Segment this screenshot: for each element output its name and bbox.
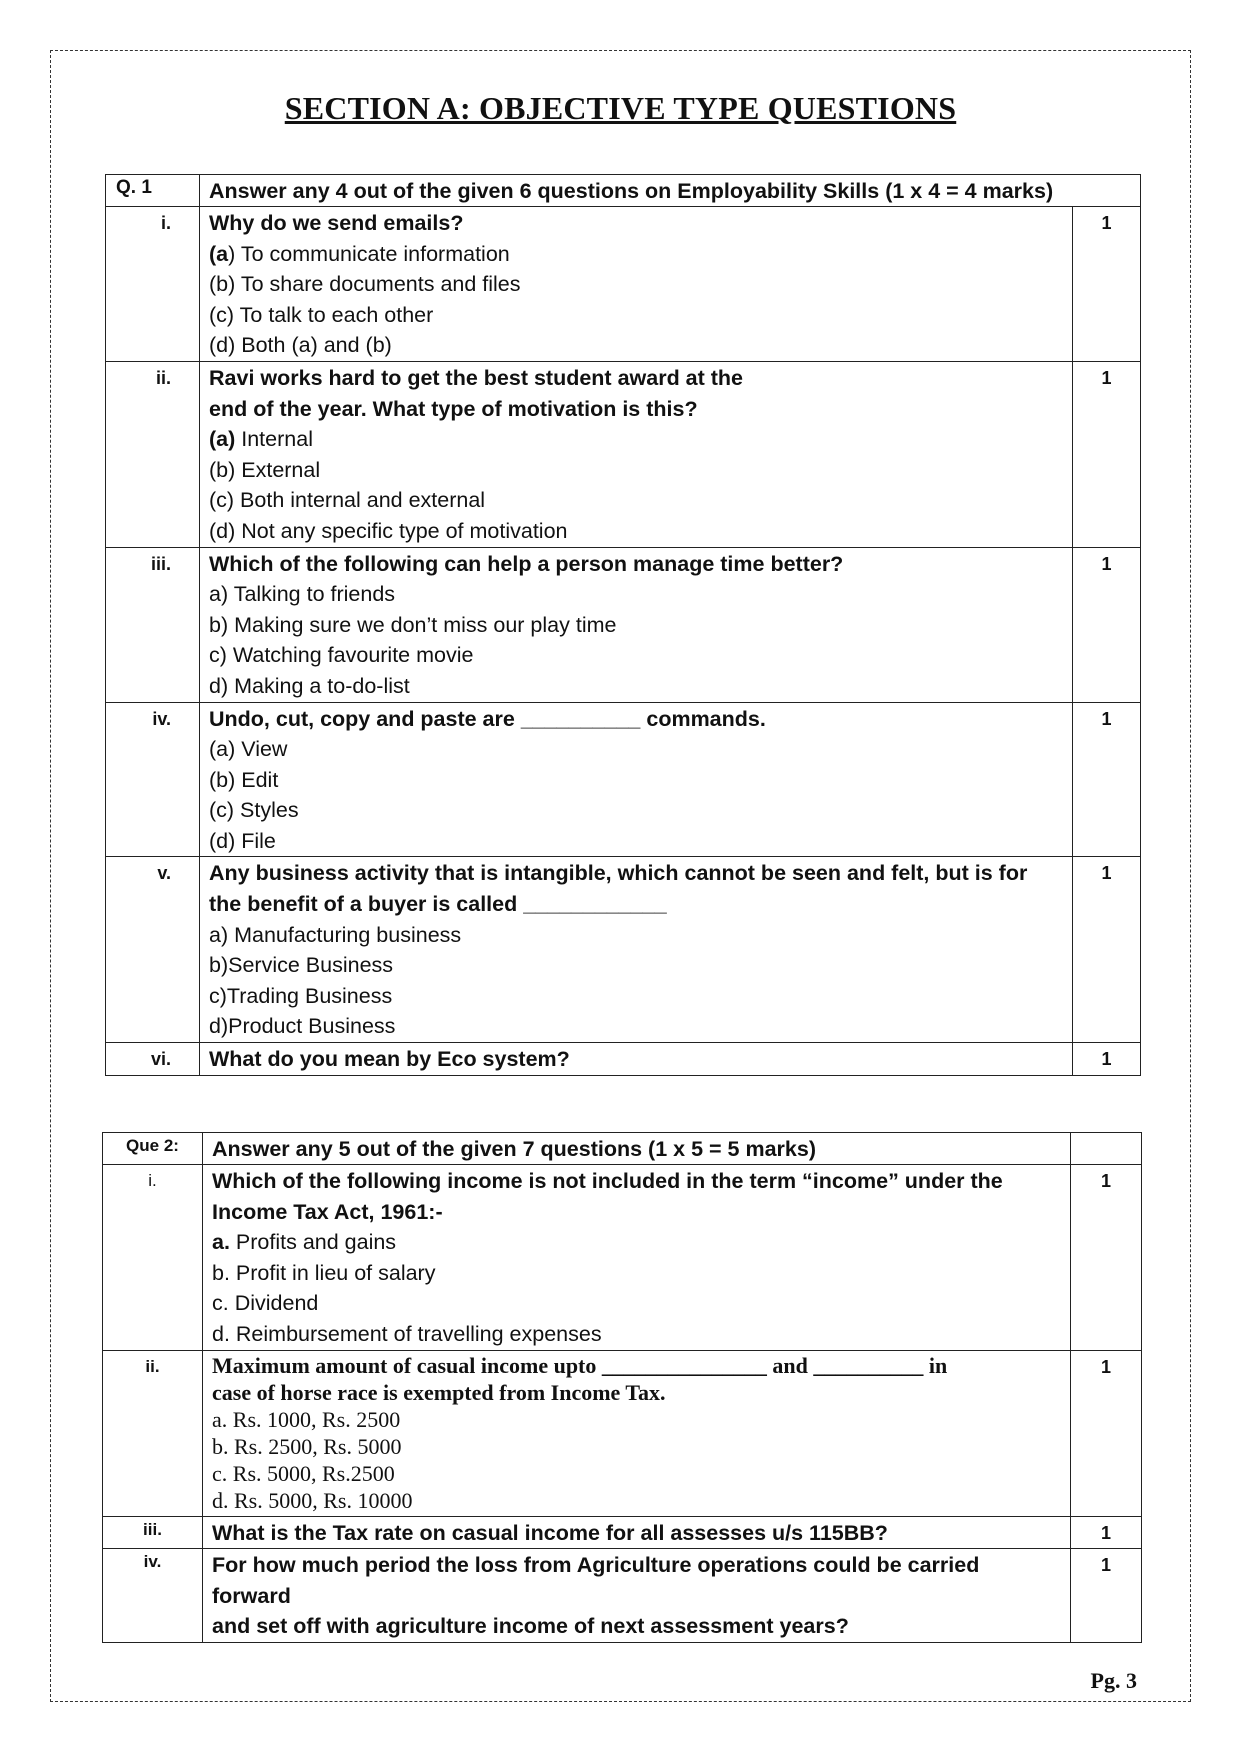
q1-item-ii-question-line1: Ravi works hard to get the best student award at the xyxy=(209,365,744,390)
q1-item-ii-number: ii. xyxy=(106,361,200,547)
q1-item-iv xyxy=(106,702,1141,857)
q2-item-iv-marks: 1 xyxy=(1071,1549,1142,1643)
q1-item-v xyxy=(106,857,1141,1043)
q1-item-iv-option-c: (c) Styles xyxy=(209,798,299,823)
q1-item-iv-option-d: (d) File xyxy=(209,828,276,853)
q1-item-i-question: Why do we send emails? xyxy=(209,211,464,235)
q1-item-i-number: i. xyxy=(106,207,200,362)
q1-item-ii-question-line2: end of the year. What type of motivation is this? xyxy=(209,396,698,421)
question-1-table xyxy=(105,174,1141,1076)
q2-label: Que 2: xyxy=(103,1133,203,1165)
q1-item-iv-marks: 1 xyxy=(1073,702,1141,857)
q1-item-i-option-b: (b) To share documents and files xyxy=(209,272,521,297)
q1-item-v-content xyxy=(200,857,1073,1043)
q1-item-v-question-line1: Any business activity that is intangible, which cannot be seen and felt, but is for xyxy=(209,861,1028,886)
q2-item-i-option-b: b. Profit in lieu of salary xyxy=(212,1260,436,1285)
q1-label: Q. 1 xyxy=(106,175,200,207)
q2-item-i xyxy=(103,1165,1142,1351)
q1-header-row xyxy=(106,175,1141,207)
q1-item-ii-option-a: (a) Internal xyxy=(209,427,313,452)
q1-item-v-option-a: a) Manufacturing business xyxy=(209,922,462,947)
q1-item-iii-option-b: b) Making sure we don’t miss our play time xyxy=(209,612,617,637)
q1-item-i-marks: 1 xyxy=(1073,207,1141,362)
q2-item-i-option-a: a. Profits and gains xyxy=(212,1230,397,1255)
q2-header-row xyxy=(103,1133,1142,1165)
q1-item-v-number: v. xyxy=(106,857,200,1043)
q2-item-iii xyxy=(103,1516,1142,1549)
q1-item-i-content xyxy=(200,207,1073,362)
q1-item-v-option-c: c)Trading Business xyxy=(209,983,393,1008)
q2-item-i-option-d: d. Reimbursement of travelling expenses xyxy=(212,1321,602,1346)
q2-item-ii-option-a: a. Rs. 1000, Rs. 2500 xyxy=(212,1406,401,1432)
q2-item-iv-question-line1: For how much period the loss from Agriculture operations could be carried forward xyxy=(212,1553,980,1608)
q1-item-iv-content xyxy=(200,702,1073,857)
q2-item-ii-question-line2: case of horse race is exempted from Income Tax. xyxy=(212,1379,666,1405)
q1-item-iii-option-a: a) Talking to friends xyxy=(209,582,396,607)
q1-item-ii-marks: 1 xyxy=(1073,361,1141,547)
q2-item-i-marks: 1 xyxy=(1071,1165,1142,1351)
q2-item-ii-option-c: c. Rs. 5000, Rs.2500 xyxy=(212,1461,395,1487)
q1-item-ii-option-d: (d) Not any specific type of motivation xyxy=(209,518,568,543)
q1-item-i-option-d: (d) Both (a) and (b) xyxy=(209,333,392,358)
q2-item-iii-number: iii. xyxy=(103,1516,203,1549)
section-title: SECTION A: OBJECTIVE TYPE QUESTIONS xyxy=(284,90,957,126)
q1-item-iii-content xyxy=(200,547,1073,702)
q1-item-ii-content xyxy=(200,361,1073,547)
q1-item-vi-question: What do you mean by Eco system? xyxy=(200,1043,1073,1076)
q2-item-i-option-c: c. Dividend xyxy=(212,1291,319,1316)
q1-item-vi-number: vi. xyxy=(106,1043,200,1076)
q1-item-v-option-b: b)Service Business xyxy=(209,953,394,978)
q1-item-ii xyxy=(106,361,1141,547)
q2-item-iv-question-line2: and set off with agriculture income of next assessment years? xyxy=(212,1614,849,1639)
q2-item-ii xyxy=(103,1350,1142,1516)
q1-item-vi xyxy=(106,1043,1141,1076)
q1-item-i-option-c: (c) To talk to each other xyxy=(209,302,434,327)
q2-item-ii-number: ii. xyxy=(103,1350,203,1516)
q2-item-ii-marks: 1 xyxy=(1071,1350,1142,1516)
question-2-table xyxy=(102,1132,1142,1643)
q2-item-i-question-line1: Which of the following income is not included in the term “income” under the xyxy=(212,1169,1003,1193)
q2-item-ii-option-d: d. Rs. 5000, Rs. 10000 xyxy=(212,1488,413,1514)
q2-item-iv xyxy=(103,1549,1142,1643)
q1-item-i-option-a: (a) To communicate information xyxy=(209,241,510,266)
q1-item-i xyxy=(106,207,1141,362)
q1-item-iii-question: Which of the following can help a person manage time better? xyxy=(209,551,844,576)
q1-item-iii-number: iii. xyxy=(106,547,200,702)
q1-item-v-question-line2: the benefit of a buyer is called ____________ xyxy=(209,892,667,917)
q1-item-iv-number: iv. xyxy=(106,702,200,857)
q2-item-ii-question-line1: Maximum amount of casual income upto _______________ and __________ in xyxy=(212,1352,948,1378)
q2-item-iv-content xyxy=(203,1549,1071,1643)
q1-item-iii-option-c: c) Watching favourite movie xyxy=(209,643,474,668)
q2-item-ii-option-b: b. Rs. 2500, Rs. 5000 xyxy=(212,1433,402,1459)
q1-item-v-marks: 1 xyxy=(1073,857,1141,1043)
q1-item-ii-option-c: (c) Both internal and external xyxy=(209,488,486,513)
q1-item-iii xyxy=(106,547,1141,702)
q1-instruction: Answer any 4 out of the given 6 questions on Employability Skills (1 x 4 = 4 marks) xyxy=(200,175,1141,207)
q1-item-iii-option-d: d) Making a to-do-list xyxy=(209,673,410,698)
page-number: Pg. 3 xyxy=(1090,1668,1137,1693)
q2-item-i-content xyxy=(203,1165,1071,1351)
q2-header-marks-cell xyxy=(1071,1133,1142,1165)
q2-item-ii-content xyxy=(203,1350,1071,1516)
q2-item-i-number: i. xyxy=(103,1165,203,1351)
q1-item-iii-marks: 1 xyxy=(1073,547,1141,702)
q1-item-iv-option-a: (a) View xyxy=(209,737,288,762)
q1-item-ii-option-b: (b) External xyxy=(209,457,321,482)
q1-item-iv-option-b: (b) Edit xyxy=(209,767,279,792)
q1-item-vi-marks: 1 xyxy=(1073,1043,1141,1076)
q2-item-i-question-line2: Income Tax Act, 1961:- xyxy=(212,1199,443,1224)
q1-item-iv-question: Undo, cut, copy and paste are __________ commands. xyxy=(209,706,766,731)
q2-item-iii-question: What is the Tax rate on casual income for all assesses u/s 115BB? xyxy=(203,1516,1071,1549)
q2-instruction: Answer any 5 out of the given 7 questions (1 x 5 = 5 marks) xyxy=(203,1133,1071,1165)
q2-item-iv-number: iv. xyxy=(103,1549,203,1643)
q2-item-iii-marks: 1 xyxy=(1071,1516,1142,1549)
q1-item-v-option-d: d)Product Business xyxy=(209,1014,396,1039)
